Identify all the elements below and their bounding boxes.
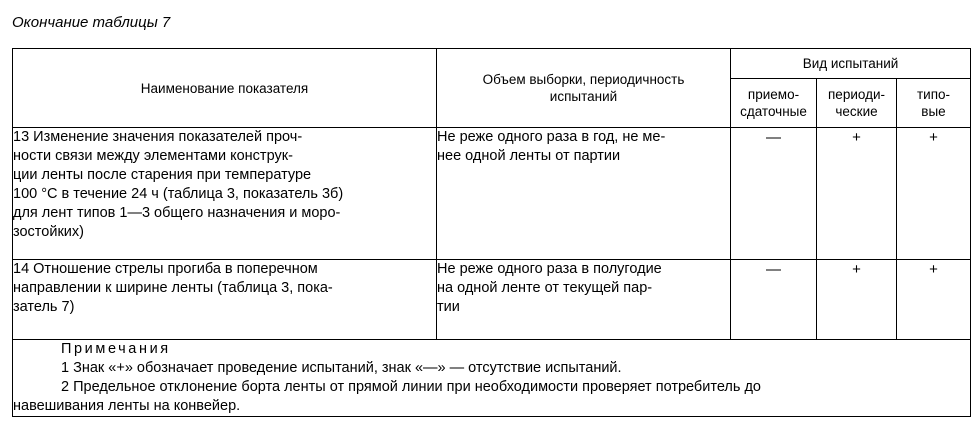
row-14-periodic: + xyxy=(817,260,897,340)
table-row xyxy=(13,128,971,260)
row-14-sample: Не реже одного раза в полугодие на одной ленте от текущей пар- тии xyxy=(437,260,731,340)
header-test-kind: Вид испытаний xyxy=(731,49,971,79)
row-14-type: + xyxy=(897,260,971,340)
row-14-acceptance: — xyxy=(731,260,817,340)
header-periodic: периоди- ческие xyxy=(817,79,897,128)
notes-title: Примечания xyxy=(61,341,171,357)
row-13-acceptance: — xyxy=(731,128,817,260)
row-14-name: 14 Отношение стрелы прогиба в поперечном направлении к ширине ленты (таблица 3, пока- затель 7) xyxy=(13,260,437,340)
note-2-continuation: навешивания ленты на конвейер. xyxy=(13,398,241,414)
header-sample-size: Объем выборки, периодичность испытаний xyxy=(437,49,731,128)
row-13-sample: Не реже одного раза в год, не ме- нее одной ленты от партии xyxy=(437,128,731,260)
row-13-name: 13 Изменение значения показателей проч- ности связи между элементами конструк- ции ленты после старения при температуре 100 °С в течение 24 ч (таблица 3, показатель 3б) для лент типов 1—3 общего назначения и моро- зостойких) xyxy=(13,128,437,260)
table-caption: Окончание таблицы 7 xyxy=(12,14,171,31)
header-type: типо- вые xyxy=(897,79,971,128)
table-row xyxy=(13,260,971,340)
row-13-periodic: + xyxy=(817,128,897,260)
row-13-type: + xyxy=(897,128,971,260)
notes-cell xyxy=(13,340,971,417)
notes-row xyxy=(13,340,971,417)
header-acceptance: приемо- сдаточные xyxy=(731,79,817,128)
test-table xyxy=(12,48,971,417)
note-1: 1 Знак «+» обозначает проведение испытаний, знак «—» — отсутствие испытаний. xyxy=(61,360,622,376)
note-2: 2 Предельное отклонение борта ленты от прямой линии при необходимости проверяет потребитель до xyxy=(61,379,761,395)
header-indicator-name: Наименование показателя xyxy=(13,49,437,128)
